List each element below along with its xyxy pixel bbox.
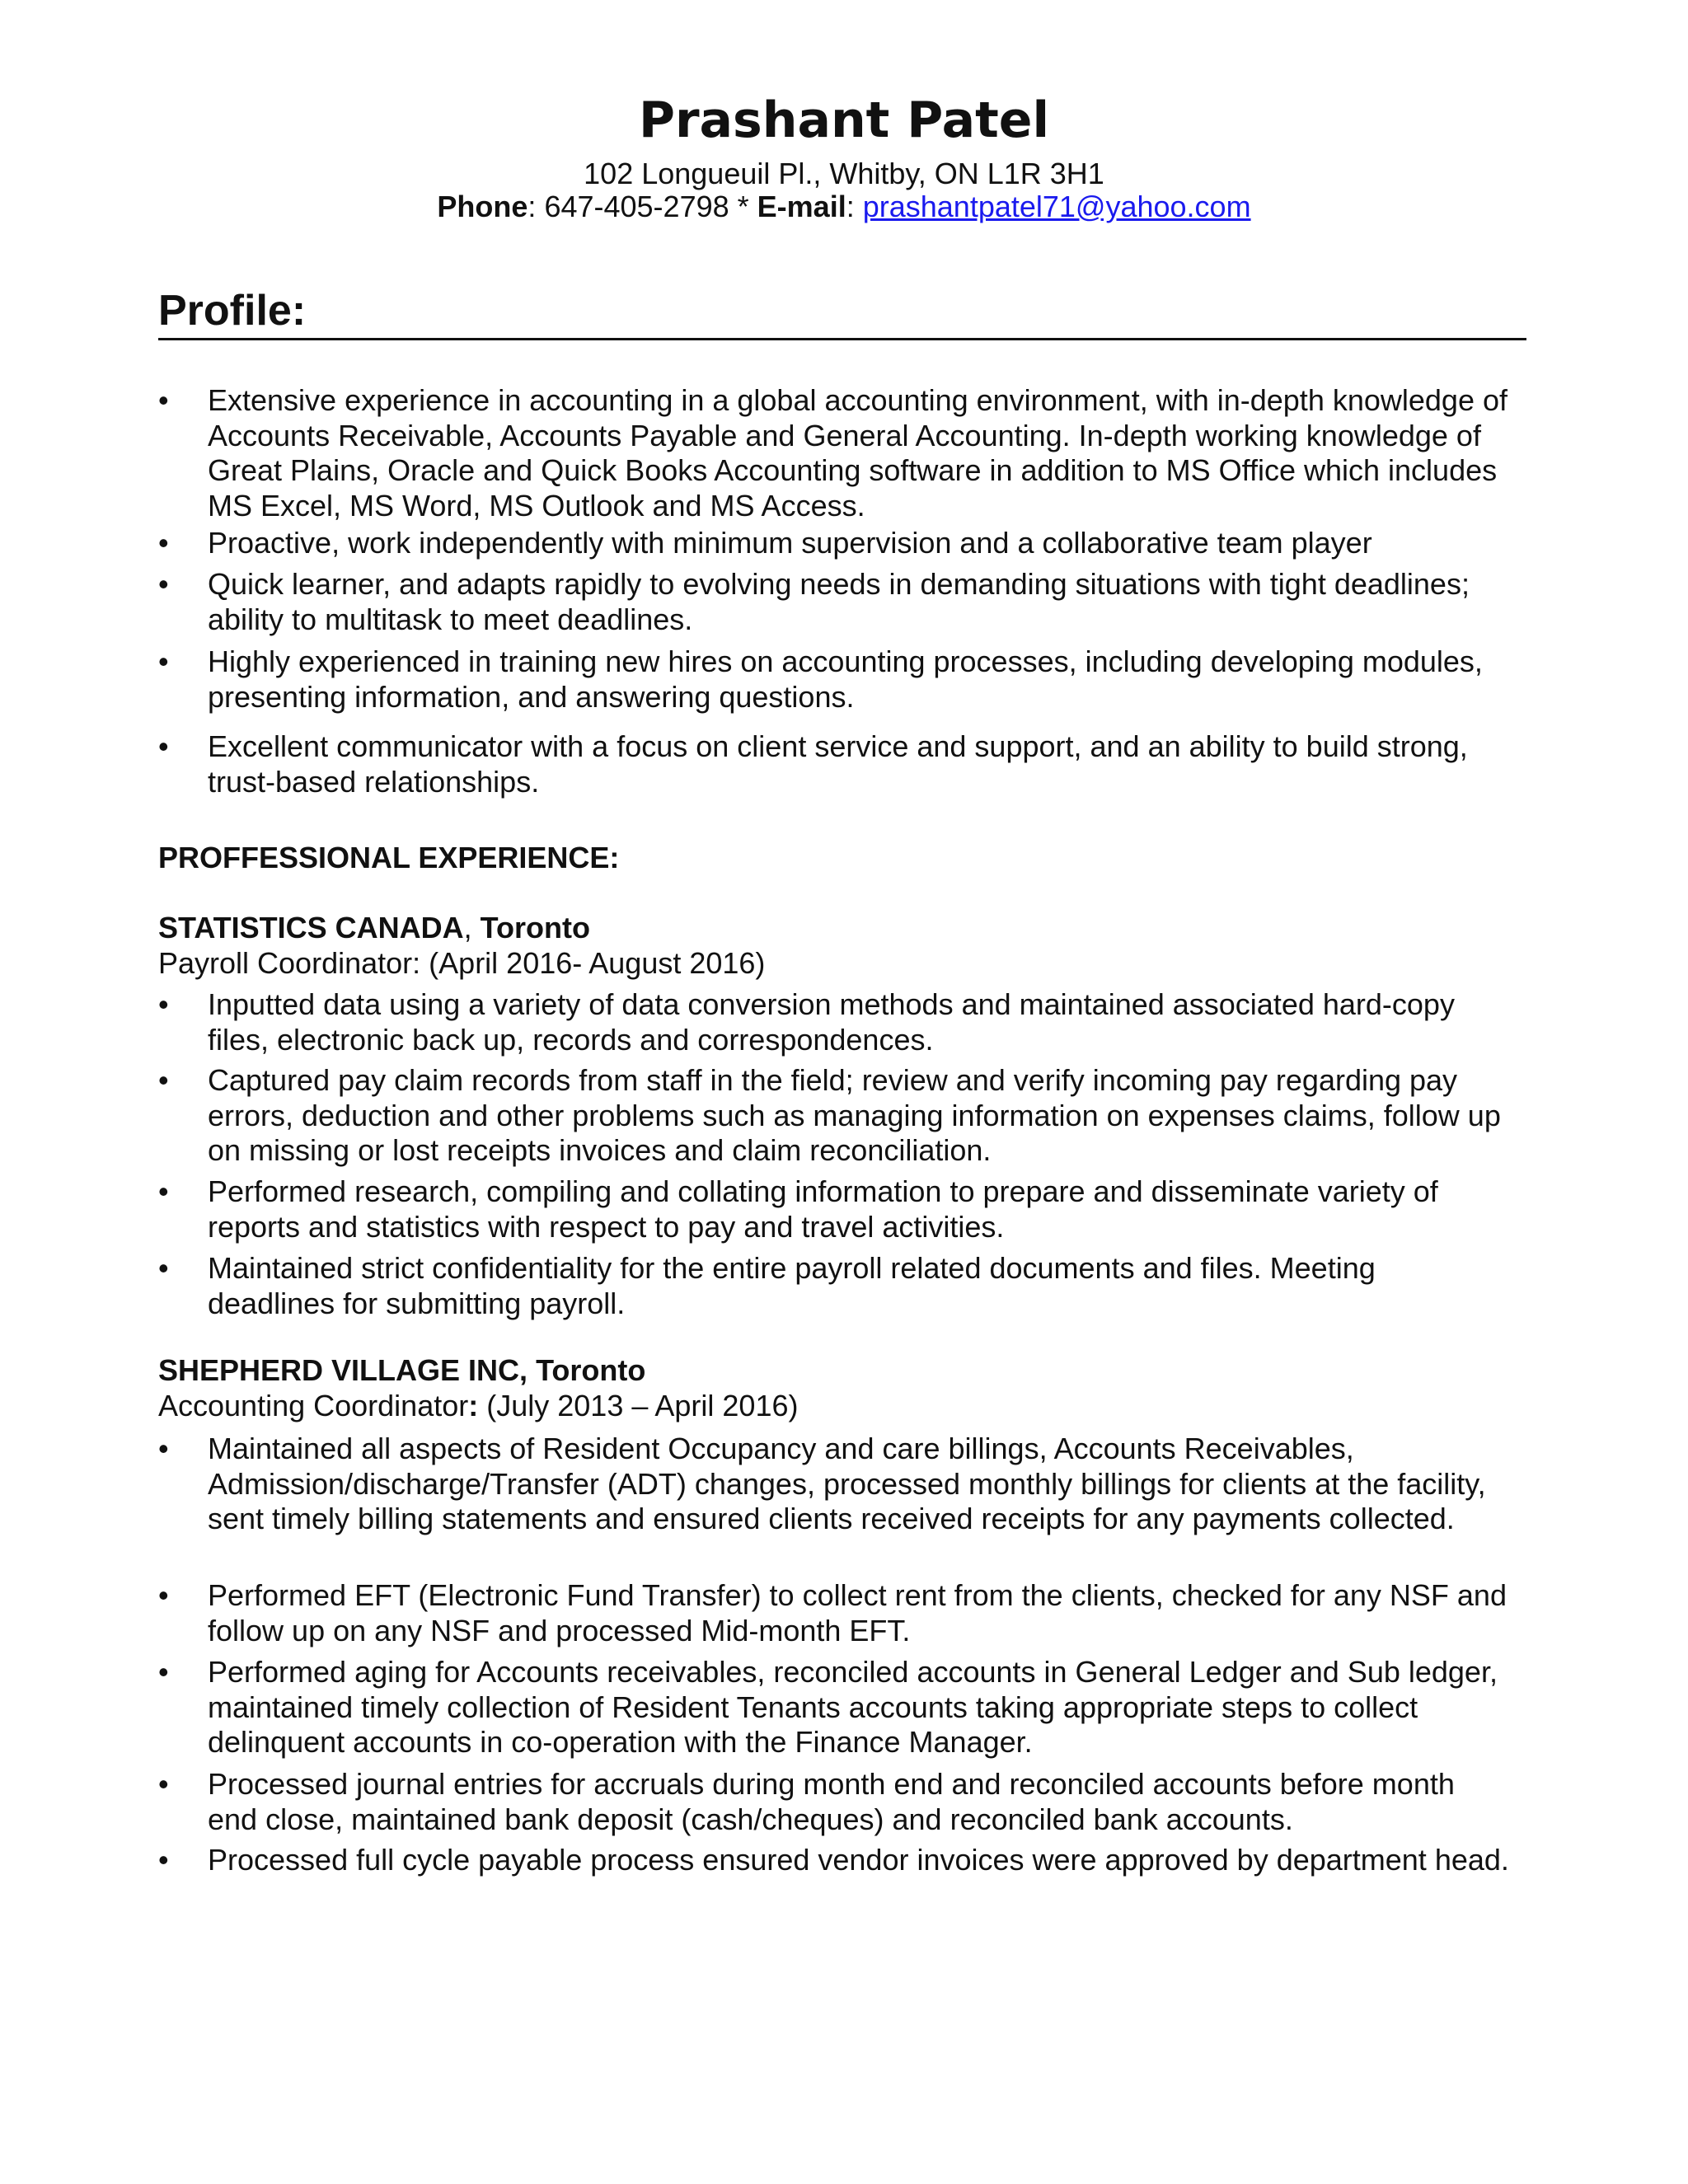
phone-label: Phone — [437, 190, 528, 223]
job-role-line: Payroll Coordinator: (April 2016- August 2016) — [158, 946, 766, 980]
job-dates: (July 2013 – April 2016) — [486, 1389, 799, 1422]
job-bullet-text: Performed aging for Accounts receivables, reconciled accounts in General Ledger and Sub ledger, maintained timely collection of Resident Tenants accounts taking appropriate steps to collect delinquent accounts in co-operation with the Finance Manager. — [208, 1655, 1498, 1759]
bullet-icon: • — [158, 729, 169, 763]
mailing-address: 102 Longueuil Pl., Whitby, ON L1R 3H1 — [584, 157, 1104, 190]
bullet-icon: • — [158, 1063, 169, 1097]
bullet-icon: • — [158, 567, 169, 601]
email-label: E-mail — [757, 190, 846, 223]
phone-number: 647-405-2798 — [544, 190, 729, 223]
job-company-line: SHEPHERD VILLAGE INC, Toronto — [158, 1353, 646, 1387]
job-company-line: STATISTICS CANADA, Toronto — [158, 911, 590, 944]
bullet-icon: • — [158, 1174, 169, 1208]
job-bullet-text: Maintained strict confidentiality for the entire payroll related documents and files. Meeting deadlines for submitting payroll. — [208, 1251, 1376, 1320]
profile-bullet-text: Quick learner, and adapts rapidly to evolving needs in demanding situations with tight deadlines; ability to multitask to meet deadlines. — [208, 567, 1470, 636]
profile-bullet-text: Excellent communicator with a focus on client service and support, and an ability to build strong, trust-based relationships. — [208, 729, 1468, 799]
bullet-icon: • — [158, 526, 169, 560]
job-bullet-text: Captured pay claim records from staff in the field; review and verify incoming pay regarding pay errors, deduction and other problems such as managing information on expenses claims, follow up on missing or lost receipts invoices and claim reconciliation. — [208, 1063, 1501, 1167]
job-bullet-text: Processed journal entries for accruals during month end and reconciled accounts before month end close, maintained bank deposit (cash/cheques) and reconciled bank accounts. — [208, 1767, 1455, 1836]
bullet-icon: • — [158, 1767, 169, 1801]
candidate-name: Prashant Patel — [638, 91, 1050, 149]
job-location: Toronto — [536, 1353, 646, 1387]
profile-heading: Profile: — [158, 287, 307, 335]
profile-bullet-text: Extensive experience in accounting in a global accounting environment, with in-depth knowledge of Accounts Receivable, Accounts Payable and General Accounting. In-depth working knowledge of Great Plains, Oracle and Quick Books Accounting software in addition to MS Office which includes MS Excel, MS Word, MS Outlook and MS Access. — [208, 383, 1507, 523]
job-title: Payroll Coordinator — [158, 946, 413, 980]
experience-heading: PROFFESSIONAL EXPERIENCE: — [158, 841, 620, 874]
bullet-icon: • — [158, 987, 169, 1021]
job-dates: (April 2016- August 2016) — [429, 946, 766, 980]
job-bullet-text: Performed EFT (Electronic Fund Transfer) to collect rent from the clients, checked for any NSF and follow up on any NSF and processed Mid-month EFT. — [208, 1578, 1507, 1647]
job-bullet-text: Inputted data using a variety of data conversion methods and maintained associated hard-copy files, electronic back up, records and correspondences. — [208, 987, 1455, 1057]
job-company: STATISTICS CANADA — [158, 911, 464, 944]
profile-bullet-text: Highly experienced in training new hires on accounting processes, including developing modules, presenting information, and answering questions. — [208, 644, 1483, 714]
profile-bullet-text: Proactive, work independently with minimum supervision and a collaborative team player — [208, 526, 1372, 560]
job-bullet-text: Processed full cycle payable process ensured vendor invoices were approved by department head. — [208, 1843, 1509, 1877]
bullet-icon: • — [158, 644, 169, 678]
job-company: SHEPHERD VILLAGE INC — [158, 1353, 520, 1387]
bullet-icon: • — [158, 1432, 169, 1465]
bullet-icon: • — [158, 1655, 169, 1689]
job-bullet-text: Performed research, compiling and collating information to prepare and disseminate variety of reports and statistics with respect to pay and travel activities. — [208, 1174, 1438, 1244]
bullet-icon: • — [158, 1578, 169, 1612]
bullet-icon: • — [158, 383, 169, 417]
job-location: Toronto — [480, 911, 590, 944]
bullet-icon: • — [158, 1251, 169, 1285]
job-bullet-text: Maintained all aspects of Resident Occupancy and care billings, Accounts Receivables, Admission/discharge/Transfer (ADT) changes, processed monthly billings for clients at the facility, sent timely billing statements and ensured clients received receipts for any payments collected. — [208, 1432, 1486, 1535]
profile-divider — [158, 338, 1526, 340]
job-title: Accounting Coordinator — [158, 1389, 469, 1422]
job-role-line: Accounting Coordinator: (July 2013 – April 2016) — [158, 1389, 799, 1422]
bullet-icon: • — [158, 1843, 169, 1877]
email-link[interactable]: prashantpatel71@yahoo.com — [862, 190, 1251, 223]
contact-line: Phone: 647-405-2798 * E-mail: prashantpatel71@yahoo.com — [437, 190, 1251, 223]
